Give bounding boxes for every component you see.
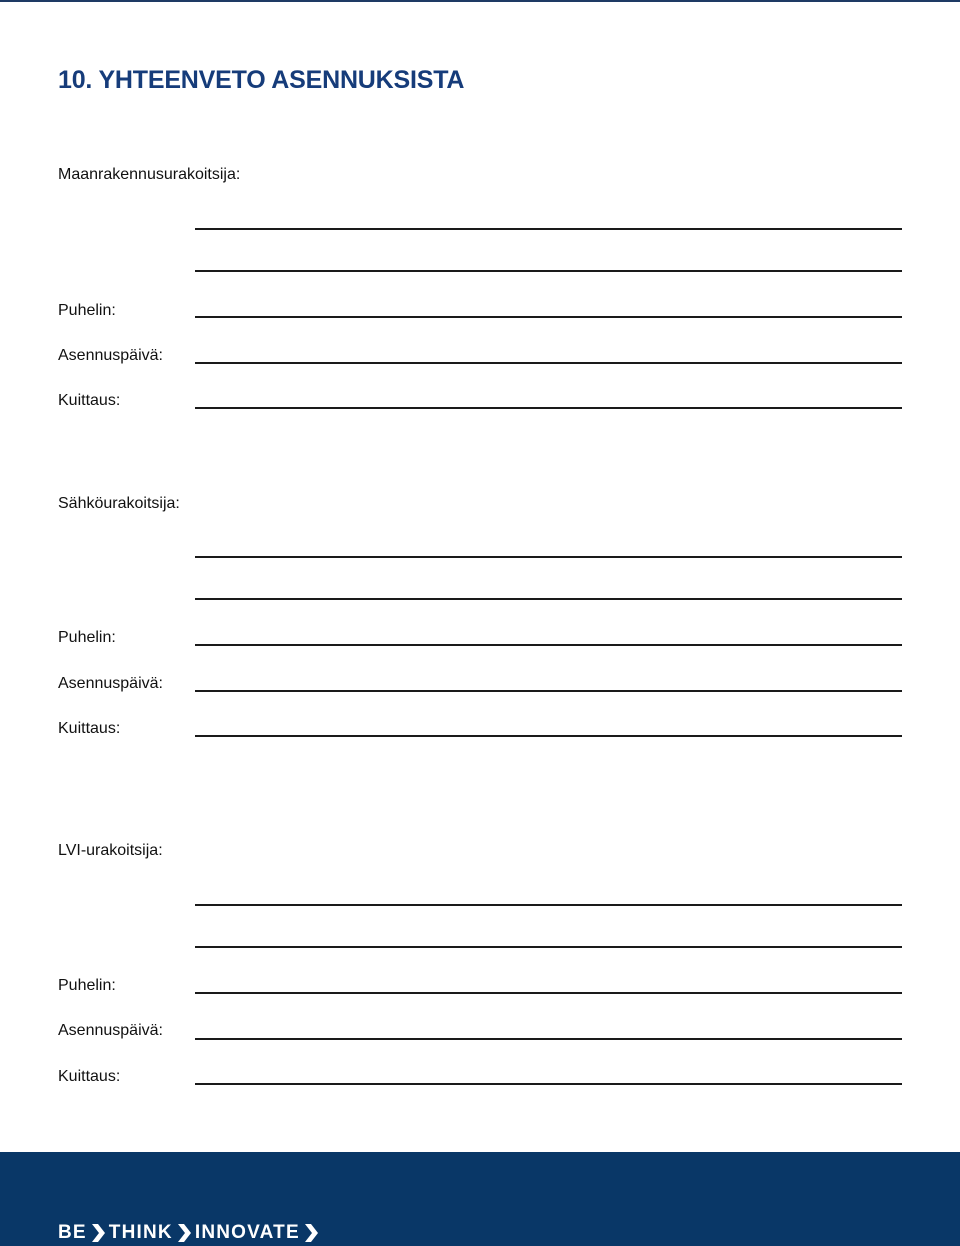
phone-line[interactable] [195, 316, 902, 318]
signature-line[interactable] [195, 735, 902, 737]
name-line-2[interactable] [195, 946, 902, 948]
install-date-label: Asennuspäivä: [58, 347, 163, 364]
phone-label: Puhelin: [58, 977, 116, 994]
name-line-2[interactable] [195, 270, 902, 272]
signature-label: Kuittaus: [58, 392, 121, 409]
install-date-label: Asennuspäivä: [58, 1022, 163, 1039]
section-heading: Maanrakennusurakoitsija: [58, 166, 241, 183]
slogan-word-think: THINK [108, 1222, 173, 1243]
name-line-1[interactable] [195, 556, 902, 558]
signature-label: Kuittaus: [58, 720, 121, 737]
signature-line[interactable] [195, 1083, 902, 1085]
chevron-right-icon [91, 1224, 105, 1242]
chevron-right-icon [304, 1224, 318, 1242]
footer-band [0, 1152, 960, 1246]
name-line-2[interactable] [195, 598, 902, 600]
install-date-line[interactable] [195, 690, 902, 692]
slogan-word-innovate: INNOVATE [194, 1222, 300, 1243]
page-title: 10. YHTEENVETO ASENNUKSISTA [58, 66, 465, 94]
phone-line[interactable] [195, 992, 902, 994]
signature-label: Kuittaus: [58, 1068, 121, 1085]
phone-label: Puhelin: [58, 302, 116, 319]
section-heading: LVI-urakoitsija: [58, 842, 163, 859]
slogan-word-be: BE [58, 1222, 87, 1243]
install-date-line[interactable] [195, 362, 902, 364]
signature-line[interactable] [195, 407, 902, 409]
phone-label: Puhelin: [58, 629, 116, 646]
install-date-label: Asennuspäivä: [58, 675, 163, 692]
top-border [0, 0, 960, 2]
install-date-line[interactable] [195, 1038, 902, 1040]
phone-line[interactable] [195, 644, 902, 646]
slogan [58, 1222, 318, 1244]
chevron-right-icon [177, 1224, 191, 1242]
section-heading: Sähköurakoitsija: [58, 495, 180, 512]
name-line-1[interactable] [195, 904, 902, 906]
name-line-1[interactable] [195, 228, 902, 230]
